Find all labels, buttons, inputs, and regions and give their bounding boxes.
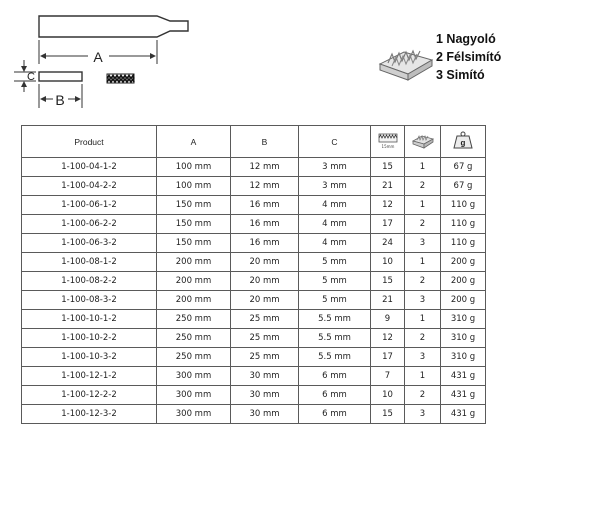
weight-icon [441, 126, 486, 158]
table-row [22, 272, 486, 291]
dimension-b-cell: 20 mm [231, 272, 299, 291]
file-outline [39, 16, 188, 37]
teeth-caption: 15mm [381, 144, 394, 149]
dimension-a-cell: 200 mm [157, 291, 231, 310]
teeth-count-cell: 17 [371, 215, 405, 234]
dimension-a-cell: 100 mm [157, 158, 231, 177]
teeth-count-cell: 12 [371, 329, 405, 348]
dimension-c-cell: 6 mm [299, 405, 371, 424]
product-code-cell: 1-100-06-1-2 [22, 196, 157, 215]
dimension-c-cell: 5.5 mm [299, 348, 371, 367]
table-row [22, 405, 486, 424]
dimension-a-cell: 250 mm [157, 329, 231, 348]
teeth-count-cell: 15 [371, 405, 405, 424]
specification-table [21, 125, 486, 424]
dimension-b-cell: 25 mm [231, 348, 299, 367]
dimension-c-cell: 6 mm [299, 367, 371, 386]
cut-grade-icon [405, 126, 441, 158]
dimension-a-cell: 200 mm [157, 253, 231, 272]
table-row [22, 234, 486, 253]
dimension-b-cell: 16 mm [231, 196, 299, 215]
product-code-cell: 1-100-12-1-2 [22, 367, 157, 386]
cut-grade-cell: 2 [405, 386, 441, 405]
dimension-b-cell: 20 mm [231, 291, 299, 310]
teeth-count-cell: 15 [371, 272, 405, 291]
dimension-c-cell: 5 mm [299, 291, 371, 310]
teeth-count-cell: 9 [371, 310, 405, 329]
product-code-cell: 1-100-04-1-2 [22, 158, 157, 177]
header-product: Product [22, 126, 157, 158]
dimension-c-cell: 6 mm [299, 386, 371, 405]
rasp-grade-icon [378, 44, 434, 82]
teeth-pattern-icon [107, 74, 134, 83]
table-row [22, 215, 486, 234]
product-code-cell: 1-100-10-2-2 [22, 329, 157, 348]
dimension-a-cell: 100 mm [157, 177, 231, 196]
teeth-count-cell: 12 [371, 196, 405, 215]
file-cross-section [39, 72, 82, 81]
product-code-cell: 1-100-08-2-2 [22, 272, 157, 291]
cut-grade-cell: 1 [405, 158, 441, 177]
product-code-cell: 1-100-12-2-2 [22, 386, 157, 405]
dimension-a-cell: 300 mm [157, 405, 231, 424]
dimension-b-cell: 12 mm [231, 158, 299, 177]
dimension-a-cell: 150 mm [157, 215, 231, 234]
dimension-c-cell: 5.5 mm [299, 310, 371, 329]
teeth-count-cell: 15 [371, 158, 405, 177]
dimension-label-a: A [93, 49, 103, 65]
cut-grade-cell: 3 [405, 405, 441, 424]
dimension-a-cell: 150 mm [157, 196, 231, 215]
legend-item-2: 2 Félsimító [436, 50, 502, 64]
cut-grade-cell: 1 [405, 253, 441, 272]
weight-cell: 310 g [441, 310, 486, 329]
table-row [22, 253, 486, 272]
cut-grade-cell: 3 [405, 291, 441, 310]
dimension-b-cell: 16 mm [231, 234, 299, 253]
dimension-b-cell: 12 mm [231, 177, 299, 196]
legend-item-3: 3 Simító [436, 68, 485, 82]
weight-cell: 431 g [441, 386, 486, 405]
dimension-label-b: B [55, 92, 65, 108]
dimension-c-cell: 5.5 mm [299, 329, 371, 348]
dimension-b-cell: 30 mm [231, 367, 299, 386]
weight-cell: 110 g [441, 196, 486, 215]
teeth-count-cell: 21 [371, 291, 405, 310]
dimension-b-cell: 25 mm [231, 329, 299, 348]
product-code-cell: 1-100-08-3-2 [22, 291, 157, 310]
table-row [22, 291, 486, 310]
header-a: A [157, 126, 231, 158]
legend-item-1: 1 Nagyoló [436, 32, 496, 46]
cut-grade-cell: 2 [405, 272, 441, 291]
product-code-cell: 1-100-06-2-2 [22, 215, 157, 234]
weight-cell: 110 g [441, 234, 486, 253]
dimension-c-cell: 3 mm [299, 158, 371, 177]
dimension-b-cell: 30 mm [231, 405, 299, 424]
table-row [22, 348, 486, 367]
cut-grade-cell: 1 [405, 310, 441, 329]
product-code-cell: 1-100-08-1-2 [22, 253, 157, 272]
file-dimension-diagram [0, 0, 200, 115]
cut-grade-legend [436, 30, 501, 84]
cut-grade-cell: 2 [405, 329, 441, 348]
weight-cell: 67 g [441, 158, 486, 177]
table-row [22, 196, 486, 215]
weight-cell: 200 g [441, 272, 486, 291]
dimension-b-cell: 25 mm [231, 310, 299, 329]
table-row [22, 329, 486, 348]
dimension-a-cell: 300 mm [157, 367, 231, 386]
table-row [22, 158, 486, 177]
weight-cell: 431 g [441, 367, 486, 386]
dimension-label-c: C [27, 71, 35, 83]
table-row [22, 386, 486, 405]
teeth-count-cell: 10 [371, 386, 405, 405]
dimension-a-cell: 250 mm [157, 310, 231, 329]
table-header-row [22, 126, 486, 158]
weight-cell: 200 g [441, 291, 486, 310]
cut-grade-cell: 2 [405, 215, 441, 234]
teeth-count-cell: 10 [371, 253, 405, 272]
product-code-cell: 1-100-06-3-2 [22, 234, 157, 253]
header-c: C [299, 126, 371, 158]
teeth-per-cm-icon [371, 126, 405, 158]
dimension-c-cell: 3 mm [299, 177, 371, 196]
weight-unit: g [460, 138, 466, 148]
header-b: B [231, 126, 299, 158]
product-code-cell: 1-100-12-3-2 [22, 405, 157, 424]
product-code-cell: 1-100-04-2-2 [22, 177, 157, 196]
cut-grade-cell: 1 [405, 367, 441, 386]
weight-cell: 200 g [441, 253, 486, 272]
teeth-count-cell: 21 [371, 177, 405, 196]
dimension-b-cell: 20 mm [231, 253, 299, 272]
teeth-count-cell: 17 [371, 348, 405, 367]
dimension-c-cell: 4 mm [299, 196, 371, 215]
cut-grade-cell: 3 [405, 234, 441, 253]
product-code-cell: 1-100-10-1-2 [22, 310, 157, 329]
table-row [22, 310, 486, 329]
dimension-b-cell: 16 mm [231, 215, 299, 234]
table-row [22, 177, 486, 196]
dimension-c-cell: 4 mm [299, 234, 371, 253]
product-code-cell: 1-100-10-3-2 [22, 348, 157, 367]
dimension-c-cell: 4 mm [299, 215, 371, 234]
weight-cell: 310 g [441, 348, 486, 367]
weight-cell: 310 g [441, 329, 486, 348]
table-body [22, 158, 486, 424]
table-row [22, 367, 486, 386]
dimension-c-cell: 5 mm [299, 253, 371, 272]
weight-cell: 110 g [441, 215, 486, 234]
teeth-count-cell: 24 [371, 234, 405, 253]
dimension-c-cell: 5 mm [299, 272, 371, 291]
dimension-b-cell: 30 mm [231, 386, 299, 405]
weight-cell: 67 g [441, 177, 486, 196]
dimension-a-cell: 200 mm [157, 272, 231, 291]
cut-grade-cell: 2 [405, 177, 441, 196]
teeth-count-cell: 7 [371, 367, 405, 386]
dimension-a-cell: 150 mm [157, 234, 231, 253]
cut-grade-cell: 1 [405, 196, 441, 215]
dimension-a-cell: 250 mm [157, 348, 231, 367]
cut-grade-cell: 3 [405, 348, 441, 367]
weight-cell: 431 g [441, 405, 486, 424]
dimension-a-cell: 300 mm [157, 386, 231, 405]
